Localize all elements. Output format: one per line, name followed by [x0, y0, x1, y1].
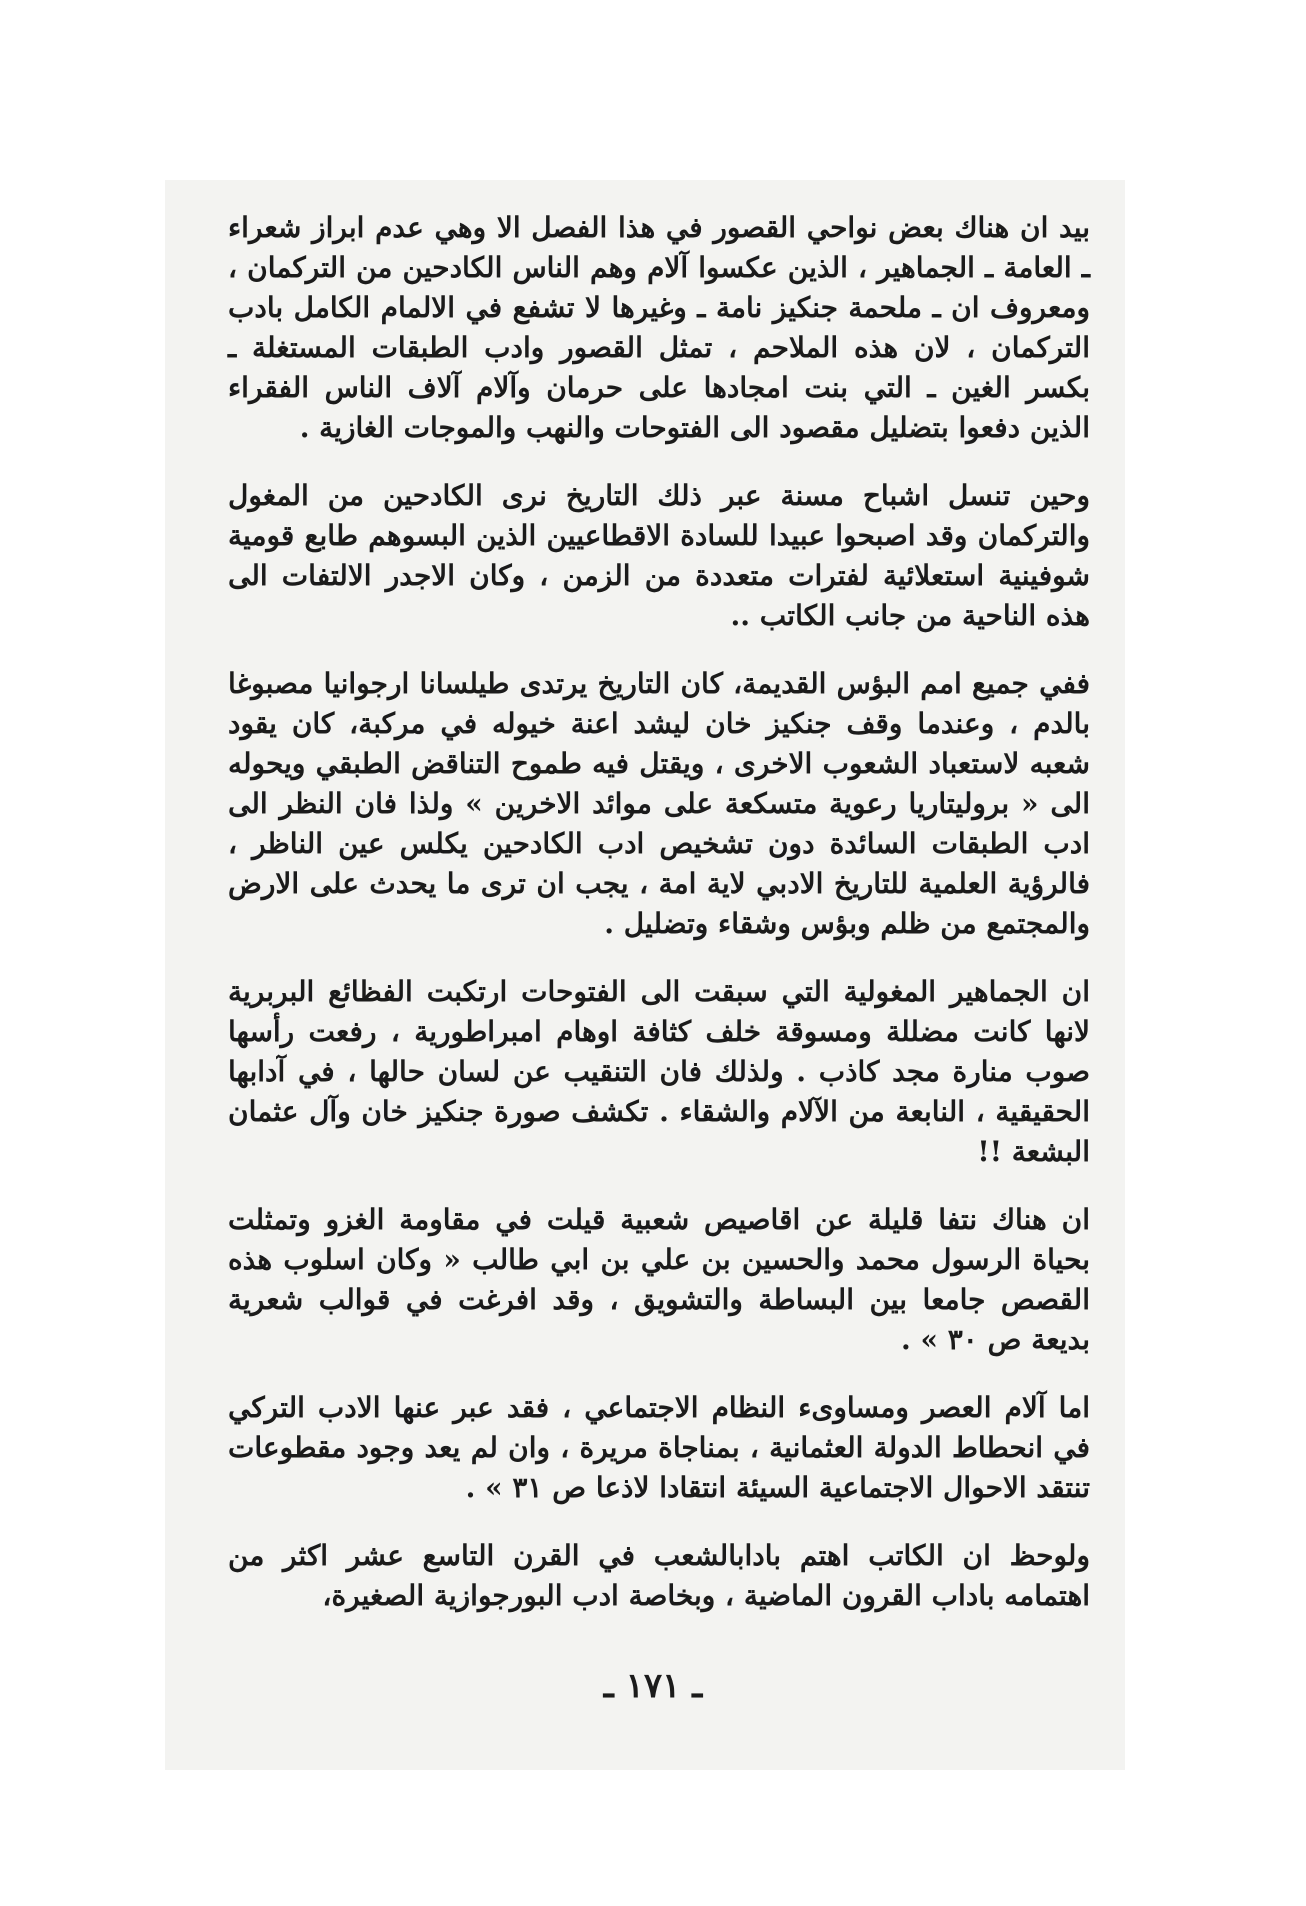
paragraph-6: اما آلام العصر ومساوىء النظام الاجتماعي ، فقد عبر عنها الادب التركي في انحطاط الدولة العثمانية ، بمناجاة مريرة ، وان لم يعد وجود مقطوعات تنتقد الاحوال الاجتماعية السيئة انتقادا لاذعا ص ٣١ » . [228, 1391, 1090, 1504]
paragraph-5: ان هناك نتفا قليلة عن اقاصيص شعبية قيلت في مقاومة الغزو وتمثلت بحياة الرسول محمد والحسين بن علي بن ابي طالب « وكان اسلوب هذه القصص جامعا بين البساطة والتشويق ، وقد افرغت في قوالب شعرية بديعة ص ٣٠ » . [228, 1203, 1090, 1356]
paragraph-3: ففي جميع امم البؤس القديمة، كان التاريخ يرتدى طيلسانا ارجوانيا مصبوغا بالدم ، وعندما وقف جنكيز خان ليشد اعنة خيوله في مركبة، كان يقود شعبه لاستعباد الشعوب الاخرى ، ويقتل فيه طموح التناقض الطبقي ويحوله الى « بروليتاريا رعوية متسكعة على موائد الاخرين » ولذا فان النظر الى ادب الطبقات السائدة دون تشخيص ادب الكادحين يكلس عين الناظر ، فالرؤية العلمية للتاريخ الادبي لاية امة ، يجب ان ترى ما يحدث على الارض والمجتمع من ظلم وبؤس وشقاء وتضليل . [228, 667, 1090, 940]
paragraph-4: ان الجماهير المغولية التي سبقت الى الفتوحات ارتكبت الفظائع البربرية لانها كانت مضللة ومسوقة خلف كثافة اوهام امبراطورية ، رفعت رأسها صوب منارة مجد كاذب . ولذلك فان التنقيب عن لسان حالها ، في آدابها الحقيقية ، النابعة من الآلام والشقاء . تكشف صورة جنكيز خان وآل عثمان البشعة !! [228, 975, 1090, 1168]
paragraph-7: ولوحظ ان الكاتب اهتم بادابالشعب في القرن التاسع عشر اكثر من اهتمامه باداب القرون الماضية ، وبخاصة ادب البورجوازية الصغيرة، [228, 1539, 1090, 1612]
paragraph-1: بيد ان هناك بعض نواحي القصور في هذا الفصل الا وهي عدم ابراز شعراء ـ العامة ـ الجماهير ، الذين عكسوا آلام وهم الناس الكادحين من التركمان ، ومعروف ان ـ ملحمة جنكيز نامة ـ وغيرها لا تشفع في الالمام الكامل بادب التركمان ، لان هذه الملاحم ، تمثل القصور وادب الطبقات المستغلة ـ بكسر الغين ـ التي بنت امجادها على حرمان وآلام آلاف الناس الفقراء الذين دفعوا بتضليل مقصود الى الفتوحات والنهب والموجات الغازية . [228, 211, 1090, 444]
text-column [228, 208, 1090, 1644]
page-number: ـ ١٧١ ـ [603, 1666, 703, 1706]
paragraph-2: وحين تنسل اشباح مسنة عبر ذلك التاريخ نرى الكادحين من المغول والتركمان وقد اصبحوا عبيدا للسادة الاقطاعيين الذين البسوهم طابع قومية شوفينية استعلائية لفترات متعددة من الزمن ، وكان الاجدر الالتفات الى هذه الناحية من جانب الكاتب .. [228, 479, 1090, 632]
